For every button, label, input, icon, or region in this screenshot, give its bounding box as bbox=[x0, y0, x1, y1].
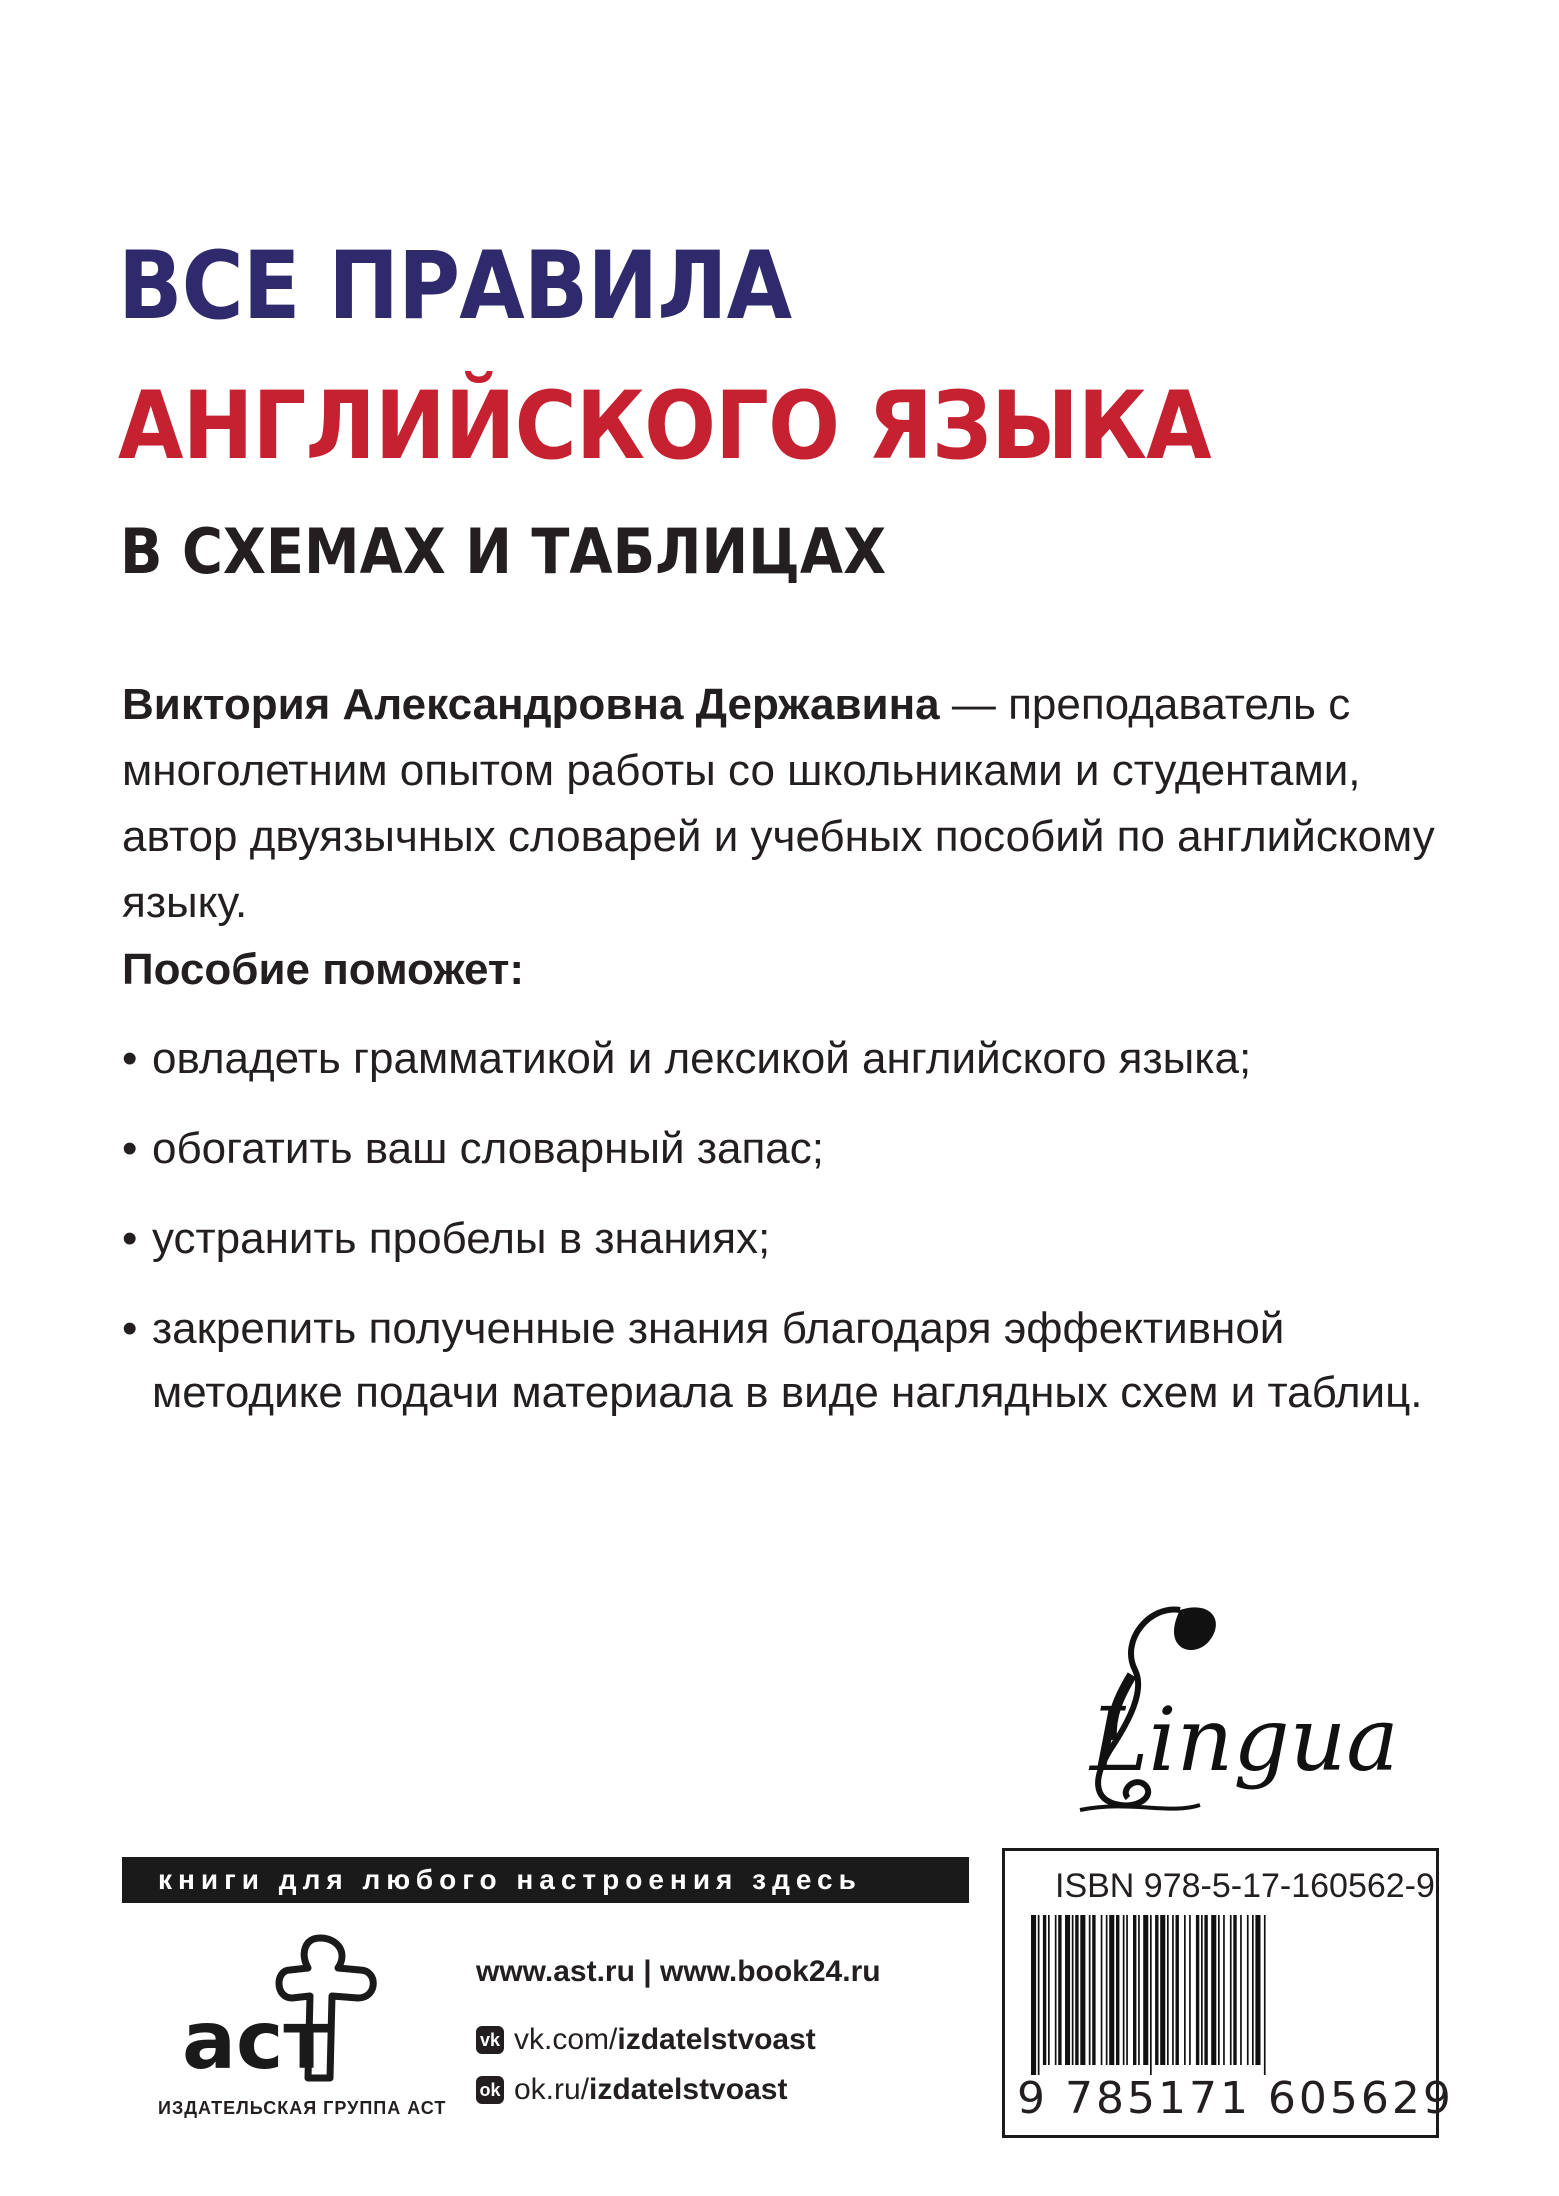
bullet-icon: • bbox=[122, 1034, 138, 1083]
benefits-heading: Пособие поможет: bbox=[122, 945, 525, 994]
list-item bbox=[122, 1297, 1452, 1425]
publisher-label: ИЗДАТЕЛЬСКАЯ ГРУППА АСТ bbox=[158, 2098, 447, 2118]
vk-icon: vk bbox=[476, 2026, 504, 2054]
ok-prefix: ok.ru/ bbox=[514, 2073, 590, 2106]
isbn-label: ISBN 978-5-17-160562-9 bbox=[1055, 1867, 1435, 1905]
ok-link[interactable] bbox=[476, 2069, 881, 2111]
slogan-bar: книги для любого настроения здесь bbox=[122, 1857, 969, 1903]
list-item bbox=[122, 1117, 1452, 1181]
vk-handle: izdatelstvoast bbox=[617, 2023, 816, 2056]
vk-link[interactable] bbox=[476, 2019, 881, 2061]
title-line-1: ВСЕ ПРАВИЛА bbox=[118, 232, 792, 341]
ok-handle: izdatelstvoast bbox=[589, 2073, 788, 2106]
barcode-digits: 9 785171 605629 bbox=[1017, 2073, 1454, 2124]
bullet-icon: • bbox=[122, 1304, 138, 1353]
series-logo-text: Lingua bbox=[1090, 1688, 1399, 1791]
barcode-icon bbox=[1025, 1915, 1422, 2075]
vk-prefix: vk.com/ bbox=[514, 2023, 618, 2056]
list-item-text: овладеть грамматикой и лексикой английского языка; bbox=[152, 1034, 1252, 1083]
list-item-text: устранить пробелы в знаниях; bbox=[152, 1214, 771, 1263]
publisher-links bbox=[476, 1955, 881, 2119]
title-line-2: АНГЛИЙСКОГО ЯЗЫКА bbox=[118, 372, 1211, 481]
author-description: — преподаватель с многолетним опытом работы со школьниками и студентами, автор двуязычных словарей и учебных пособий по английскому языку. bbox=[122, 680, 1435, 927]
author-bio bbox=[122, 672, 1452, 936]
list-item-text: обогатить ваш словарный запас; bbox=[152, 1124, 824, 1173]
subtitle: В СХЕМАХ И ТАБЛИЦАХ bbox=[120, 515, 887, 588]
list-item bbox=[122, 1207, 1452, 1271]
benefits-list bbox=[122, 1027, 1452, 1451]
ast-logo-icon bbox=[180, 1928, 400, 2088]
website-links[interactable]: www.ast.ru | www.book24.ru bbox=[476, 1955, 881, 1988]
ok-icon: ok bbox=[476, 2076, 504, 2104]
isbn-barcode-box bbox=[1002, 1848, 1454, 2138]
list-item-text: закрепить полученные знания благодаря эффективной методике подачи материала в виде наглядных схем и таблиц. bbox=[152, 1304, 1423, 1417]
ast-logo-text: аст bbox=[182, 1994, 330, 2087]
bullet-icon: • bbox=[122, 1124, 138, 1173]
author-name: Виктория Александровна Державина bbox=[122, 680, 940, 729]
bullet-icon: • bbox=[122, 1214, 138, 1263]
list-item bbox=[122, 1027, 1452, 1091]
